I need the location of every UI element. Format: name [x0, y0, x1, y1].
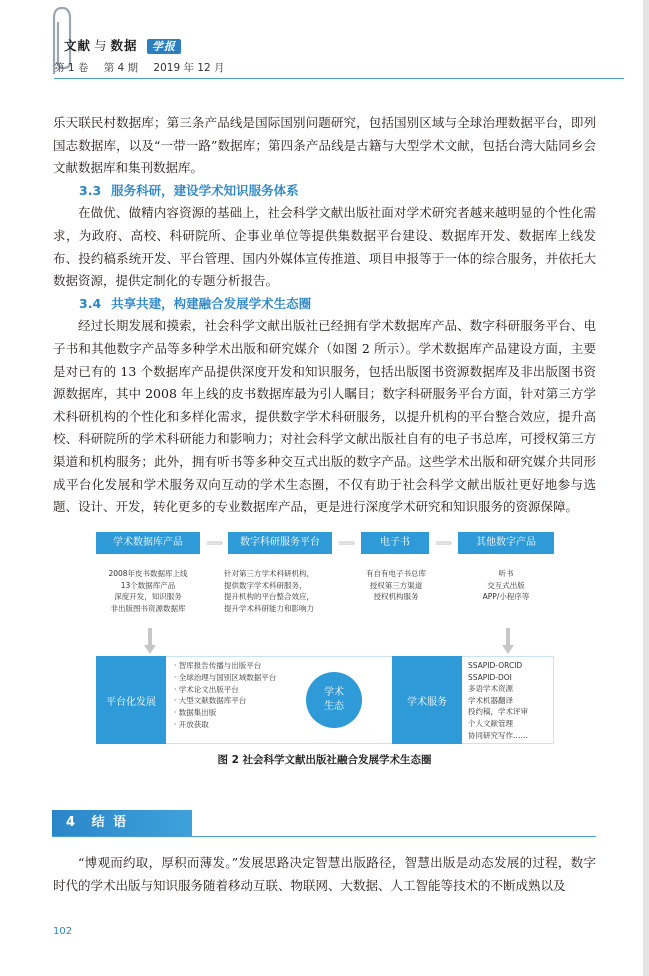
figure-box-ebook: 电子书 [361, 532, 429, 554]
list-item: SSAPID-ORCID [468, 661, 523, 670]
figure-box-database-products: 学术数据库产品 [96, 532, 200, 554]
section-3-4-number: 3.4 [79, 295, 102, 311]
section-3-4-heading [53, 293, 596, 316]
page-number: 102 [53, 926, 73, 937]
arrow-right-icon: ⟹ [206, 536, 224, 550]
detail-item: 听书 [498, 569, 514, 578]
ecosystem-figure [96, 520, 554, 748]
paragraph-4: “博观而约取，厚积而薄发。”发展思路决定智慧出版路径，智慧出版是动态发展的过程，数字时代的学术出版与知识服务随着移动互联、物联网、大数据、人工智能等技术的不断成熟以及 [53, 855, 596, 893]
detail-item: 深度开发，知识服务 [114, 592, 182, 601]
service-list [468, 660, 552, 741]
detail-item: 授权第三方渠道 [369, 580, 423, 590]
arrow-down-icon [144, 645, 156, 654]
list-item: 个人文献管理 [468, 718, 513, 728]
detail-item: 提供数字学术科研服务， [224, 580, 307, 590]
section-3-3-heading [53, 180, 596, 203]
paragraph-top: 乐天联民村数据库；第三条产品线是国际国别问题研究，包括国别区域与全球治理数据平台，即列国志数据库，以及“一带一路”数据库；第四条产品线是古籍与大型学术文献，包括台湾大陆同乡会文献数据库和集刊数据库。 [53, 115, 596, 176]
list-item: · 全球治理与国别区域数据平台 [174, 672, 314, 684]
box2-details [224, 568, 340, 614]
arrow-right-icon: ⟹ [338, 536, 356, 550]
arrow-right-icon: ⟹ [435, 536, 453, 550]
journal-name [64, 36, 181, 54]
figure-box-research-platform: 数字科研服务平台 [228, 532, 332, 554]
list-item: · 开放获取 [174, 719, 314, 731]
list-item: 多语学术资源 [468, 684, 513, 694]
list-item: · 学术论文出版平台 [174, 684, 314, 696]
academic-service-box: 学术服务 [392, 656, 462, 744]
box3-details [354, 568, 438, 603]
paragraph-3-3: 在做优、做精内容资源的基础上，社会科学文献出版社面对学术研究者越来越明显的个性化需求，为政府、高校、科研院所、企事业单位等提供集数据平台建设、数据库开发、数据库上线发布、投约稿系统开发、平台管理、国内外媒体宣传推道、项目申报等于一体的综合服务，并依托大数据资源，提供定制化的专题分析报告。 [53, 205, 596, 289]
list-item: · 大型文献数据库平台 [174, 695, 314, 707]
detail-item: 针对第三方学术科研机构， [224, 569, 314, 578]
detail-item: 有自有电子书总库 [366, 569, 426, 578]
detail-item: 13个数据库产品 [120, 580, 176, 590]
arrow-down-stem [506, 628, 510, 646]
section-3-4-title: 共享共建，构建融合发展学术生态圈 [111, 295, 312, 311]
paragraph-3-4: 经过长期发展和摸索，社会科学文献出版社已经拥有学术数据库产品、数字科研服务平台、电子书和其他数字产品等多种学术出版和研究媒介（如图 2 所示）。学术数据库产品建设方面，主要是对已有的 13 个数据库产品提供深度开发和知识服务，包括出版图书资源数据库及非出版图书资源数据库，其中 2008 年上线的皮书数据库最为引人瞩目；数字科研服务平台方面，针对第三方学术科研机构的个性化和多样化需求，提供数字学术科研服务，以提升机构的平台整合效应，提升高校、科研院所的学术科研能力和影响力；对社会科学文献出版社自有的电子书总库，可授权第三方渠道和机构服务；此外，拥有听书等多种交互式出版的数字产品。这些学术出版和研究媒介共同形成平台化发展和学术服务双向互动的学术生态圈，不仅有助于社会科学文献出版社更好地参与选题、设计、开发，转化更多的专业数据库产品，更是进行深度学术研究和知识服务的资源保障。 [53, 318, 596, 515]
journal-name-part1: 文献 [64, 38, 92, 53]
list-item: · 智库报告传播与出版平台 [174, 660, 314, 672]
list-item: 投约稿，学术评审 [468, 707, 528, 717]
issue-info [54, 60, 237, 75]
volume-label: 第 1 卷 [54, 62, 89, 74]
platform-list [174, 660, 314, 731]
circle-label-line2: 生态 [324, 701, 344, 712]
header-rule [54, 78, 624, 79]
detail-item: 交互式出版 [487, 580, 525, 590]
list-item: 协同研究写作…… [468, 730, 528, 740]
section-4-rule [52, 836, 596, 837]
box1-details [92, 568, 204, 614]
section-4-heading [52, 810, 192, 836]
section-4-text [53, 852, 596, 897]
arrow-down-stem [148, 628, 152, 646]
detail-item: 非出版图书资源数据库 [110, 603, 186, 613]
section-4-title: 结 语 [91, 815, 129, 830]
journal-badge: 学报 [147, 39, 181, 54]
body-text [53, 112, 596, 519]
ecosystem-circle [306, 672, 362, 728]
arrow-down-icon [502, 645, 514, 654]
list-item: · 数据集出版 [174, 707, 314, 719]
detail-item: 授权机构服务 [373, 592, 419, 601]
detail-item: 提升学术科研能力和影响力 [224, 603, 314, 613]
section-3-3-number: 3.3 [79, 182, 102, 198]
box4-details [458, 568, 554, 603]
section-4-number: 4 [66, 815, 78, 830]
circle-label-line1: 学术 [324, 687, 344, 698]
date-label: 2019 年 12 月 [153, 62, 225, 74]
section-3-3-title: 服务科研，建设学术知识服务体系 [111, 182, 299, 198]
detail-item: APP/小程序等 [482, 592, 530, 601]
platform-development-box: 平台化发展 [96, 656, 166, 744]
page-header [40, 30, 620, 82]
figure-caption: 图 2 社会科学文献出版社融合发展学术生态圈 [217, 754, 432, 766]
figure-box-other-digital: 其他数字产品 [458, 532, 554, 554]
detail-item: 2008年皮书数据库上线 [108, 569, 188, 578]
detail-item: 提升机构的平台整合效应， [224, 592, 314, 601]
list-item: SSAPID-DOI [468, 672, 512, 682]
list-item: 学术机器翻译 [468, 695, 513, 705]
issue-label: 第 4 期 [103, 62, 139, 74]
journal-name-amp: 与 [94, 38, 108, 53]
journal-name-part2: 数据 [110, 38, 138, 53]
